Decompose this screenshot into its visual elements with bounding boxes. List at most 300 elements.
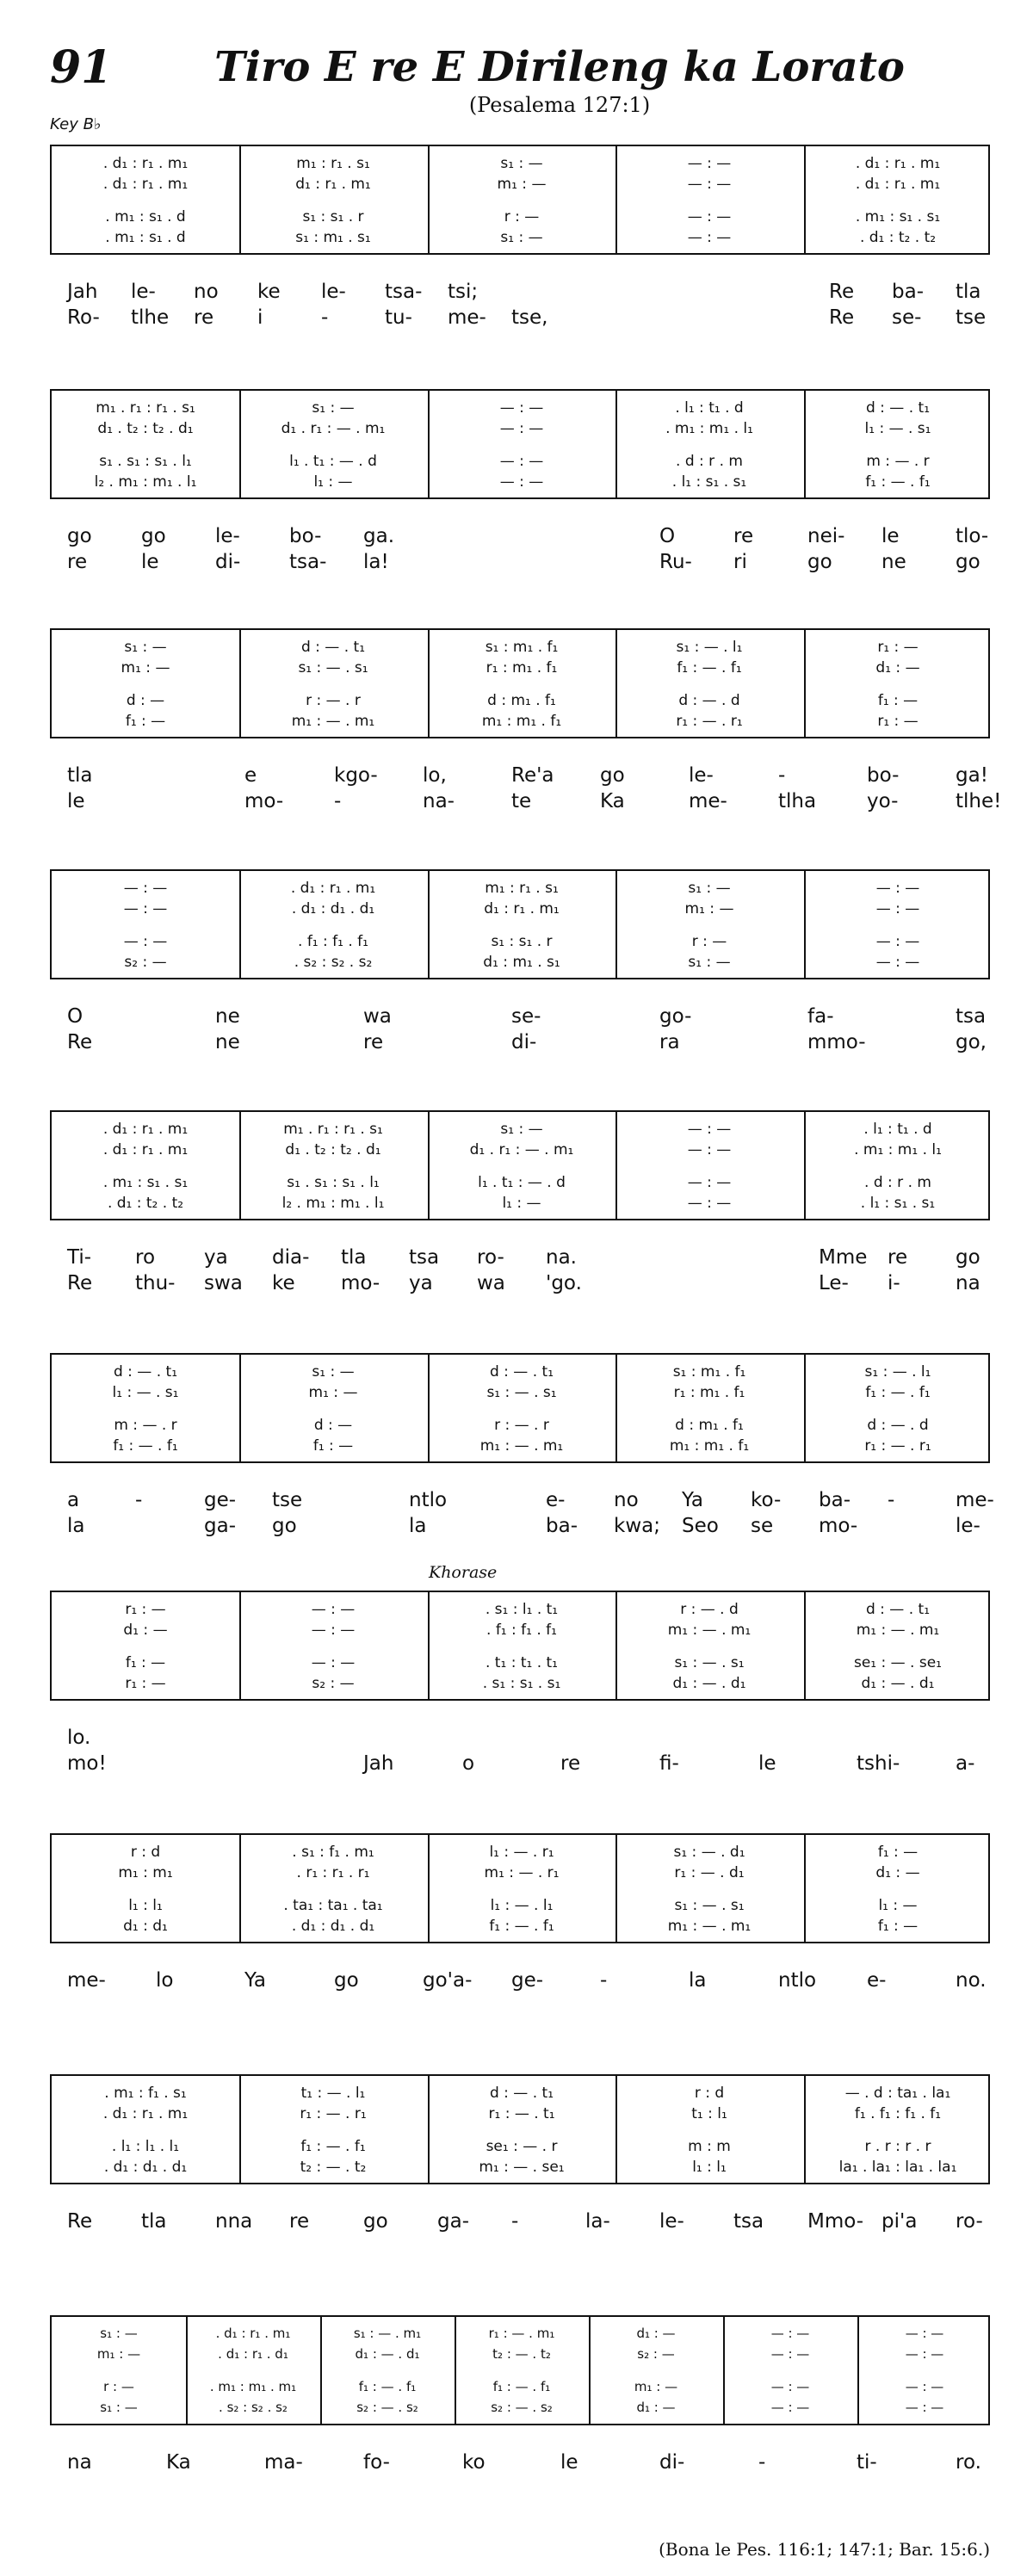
lyric-line bbox=[50, 790, 1002, 816]
lyric-syllable: go bbox=[67, 525, 92, 547]
lyric-syllable: O bbox=[67, 1005, 84, 1028]
solfa-cell: l₁ : — . r₁ bbox=[489, 1844, 554, 1861]
solfa-cell: — : — bbox=[687, 155, 732, 172]
solfa-cell: r₁ : — bbox=[877, 639, 919, 656]
lyric-syllable: ro. bbox=[956, 2451, 981, 2474]
barline bbox=[428, 1592, 430, 1699]
lyric-syllable: Seo bbox=[682, 1515, 719, 1537]
solfa-cell: d₁ : r₁ . m₁ bbox=[295, 176, 371, 193]
solfa-cell: s₁ : — . s₁ bbox=[674, 1897, 745, 1914]
solfa-cell: d : — . t₁ bbox=[489, 1363, 554, 1381]
solfa-cell: s₁ : — . s₁ bbox=[486, 1384, 557, 1401]
lyric-line bbox=[50, 1489, 994, 1515]
solfa-cell: r₁ : — . r₁ bbox=[676, 713, 743, 730]
solfa-cell: s₂ : — . s₂ bbox=[491, 2400, 553, 2415]
solfa-cell: s₁ : — . l₁ bbox=[864, 1363, 931, 1381]
solfa-cell: l₁ : — bbox=[878, 1897, 918, 1914]
barline bbox=[804, 391, 806, 497]
lyric-syllable: ntlo bbox=[778, 1969, 817, 1992]
lyric-syllable: tla bbox=[341, 1246, 367, 1269]
barline bbox=[239, 1112, 241, 1219]
solfa-cell: m₁ : — . m₁ bbox=[479, 1437, 564, 1455]
solfa-cell: d : — . d bbox=[867, 1417, 929, 1434]
lyric-syllable: na- bbox=[423, 790, 455, 812]
lyric-syllable: le bbox=[67, 790, 85, 812]
barline bbox=[615, 146, 617, 253]
solfa-cell: m : m bbox=[688, 2138, 731, 2155]
lyric-syllable: tlha bbox=[778, 790, 817, 812]
solfa-cell: f₁ : — bbox=[877, 1844, 919, 1861]
solfa-cell: r . r : r . r bbox=[864, 2138, 931, 2155]
solfa-cell: — : — bbox=[311, 1654, 356, 1671]
barline bbox=[804, 2076, 806, 2183]
barline bbox=[186, 2317, 188, 2424]
lyric-syllable: Ru- bbox=[659, 551, 692, 573]
solfa-cell: s₁ : s₁ . r bbox=[491, 933, 553, 950]
lyric-line bbox=[50, 551, 990, 577]
lyric-syllable: la! bbox=[363, 551, 389, 573]
lyric-syllable: ya bbox=[204, 1246, 228, 1269]
solfa-cell: . l₁ : t₁ . d bbox=[675, 399, 744, 417]
lyric-syllable: mo! bbox=[67, 1752, 107, 1775]
lyric-syllable: ga! bbox=[956, 764, 988, 787]
lyric-syllable: mo- bbox=[819, 1515, 858, 1537]
solfa-cell: d₁ : — bbox=[123, 1622, 168, 1639]
solfa-cell: — : — bbox=[905, 2379, 944, 2394]
solfa-cell: m₁ : — . r₁ bbox=[484, 1864, 560, 1881]
lyric-line bbox=[50, 1005, 990, 1031]
barline bbox=[615, 630, 617, 737]
solfa-cell: s₁ : m₁ . f₁ bbox=[672, 1363, 746, 1381]
barline bbox=[239, 2076, 241, 2183]
solfa-cell: l₁ : — . s₁ bbox=[112, 1384, 179, 1401]
solfa-cell: — : — bbox=[875, 880, 920, 897]
solfa-cell: m₁ : — bbox=[684, 900, 734, 917]
solfa-cell: d₁ . r₁ : — . m₁ bbox=[281, 420, 386, 437]
solfa-cell: r₁ : — bbox=[877, 713, 919, 730]
solfa-cell: s₁ : — bbox=[100, 2326, 138, 2341]
lyric-syllable: Le- bbox=[819, 1272, 849, 1294]
barline bbox=[239, 146, 241, 253]
solfa-cell: s₁ : m₁ . f₁ bbox=[485, 639, 559, 656]
solfa-cell: f₁ : — . f₁ bbox=[865, 473, 931, 491]
solfa-cell: . d₁ : t₂ . t₂ bbox=[859, 229, 937, 246]
solfa-cell: . d₁ : r₁ . m₁ bbox=[102, 155, 189, 172]
lyric-syllable: go bbox=[272, 1515, 297, 1537]
solfa-cell: . l₁ : l₁ . l₁ bbox=[111, 2138, 180, 2155]
solfa-cell: s₁ . s₁ : s₁ . l₁ bbox=[99, 453, 192, 470]
solfa-cell: . m₁ : s₁ . s₁ bbox=[855, 208, 941, 225]
solfa-cell: d : — bbox=[126, 692, 165, 709]
lyric-syllable: go bbox=[363, 2210, 388, 2233]
lyric-syllable: le bbox=[141, 551, 159, 573]
barline bbox=[239, 871, 241, 978]
lyric-syllable: tla bbox=[67, 764, 93, 787]
solfa-cell: — : — bbox=[687, 176, 732, 193]
solfa-cell: r₁ : — bbox=[125, 1601, 166, 1618]
lyric-syllable: ga. bbox=[363, 525, 395, 547]
barline bbox=[239, 1592, 241, 1699]
lyric-syllable: le- bbox=[321, 281, 346, 303]
lyric-syllable: tlo- bbox=[956, 525, 989, 547]
solfa-cell: — : — bbox=[123, 900, 168, 917]
solfa-cell: f₁ : — . f₁ bbox=[489, 1918, 554, 1935]
solfa-cell: . s₁ : l₁ . t₁ bbox=[485, 1601, 559, 1618]
solfa-cell: . d₁ : r₁ . m₁ bbox=[102, 176, 189, 193]
solfa-cell: t₂ : — . t₂ bbox=[300, 2159, 367, 2176]
solfa-cell: . d₁ : r₁ . m₁ bbox=[290, 880, 376, 897]
solfa-cell: — : — bbox=[311, 1601, 356, 1618]
solfa-cell: — : — bbox=[687, 1141, 732, 1158]
solfa-cell: s₁ : — . s₁ bbox=[674, 1654, 745, 1671]
solfa-cell: r₁ : — . d₁ bbox=[674, 1864, 745, 1881]
lyric-line bbox=[50, 2451, 990, 2477]
solfa-cell: l₁ . t₁ : — . d bbox=[478, 1174, 566, 1191]
solfa-cell: m₁ : — bbox=[121, 659, 170, 676]
music-system bbox=[50, 1833, 990, 1943]
lyric-syllable: re bbox=[888, 1246, 908, 1269]
solfa-cell: d₁ : — bbox=[636, 2400, 676, 2415]
lyric-syllable: no bbox=[614, 1489, 639, 1511]
barline bbox=[615, 1592, 617, 1699]
lyric-line bbox=[50, 1515, 990, 1541]
solfa-cell: — : — bbox=[499, 399, 544, 417]
barline bbox=[804, 871, 806, 978]
solfa-cell: f₁ . f₁ : f₁ . f₁ bbox=[854, 2105, 942, 2122]
lyric-syllable: Re bbox=[829, 281, 855, 303]
lyric-syllable: go- bbox=[659, 1005, 692, 1028]
lyric-syllable: no bbox=[194, 281, 219, 303]
lyric-syllable: ri bbox=[733, 551, 747, 573]
lyric-syllable: e bbox=[244, 764, 257, 787]
solfa-cell: . d₁ : d₁ . d₁ bbox=[291, 1918, 375, 1935]
lyric-syllable: lo. bbox=[67, 1727, 91, 1749]
solfa-cell: m₁ : — bbox=[497, 176, 547, 193]
lyric-syllable: tse, bbox=[511, 306, 548, 329]
solfa-cell: . l₁ : s₁ . s₁ bbox=[860, 1195, 936, 1212]
lyric-syllable: - bbox=[511, 2210, 519, 2233]
solfa-cell: l₁ : — bbox=[313, 473, 353, 491]
solfa-cell: m₁ . r₁ : r₁ . s₁ bbox=[283, 1121, 383, 1138]
lyric-syllable: fi- bbox=[659, 1752, 679, 1775]
lyric-syllable: swa bbox=[204, 1272, 243, 1294]
solfa-cell: — . d : ta₁ . la₁ bbox=[844, 2085, 951, 2102]
lyric-line bbox=[50, 1727, 990, 1752]
solfa-cell: . d₁ : r₁ . m₁ bbox=[215, 2326, 291, 2341]
solfa-cell: s₂ : — bbox=[124, 954, 167, 971]
solfa-cell: — : — bbox=[687, 1121, 732, 1138]
lyric-syllable: ke bbox=[272, 1272, 295, 1294]
lyric-syllable: tse bbox=[272, 1489, 303, 1511]
lyric-syllable: i- bbox=[888, 1272, 900, 1294]
solfa-cell: f₁ : — bbox=[125, 713, 166, 730]
lyric-syllable: Re bbox=[67, 1272, 93, 1294]
solfa-cell: . d₁ : r₁ . m₁ bbox=[102, 1121, 189, 1138]
lyric-syllable: ko bbox=[462, 2451, 486, 2474]
lyric-syllable: fo- bbox=[363, 2451, 390, 2474]
solfa-cell: d : — bbox=[313, 1417, 353, 1434]
lyric-syllable: - bbox=[758, 2451, 766, 2474]
barline bbox=[804, 1355, 806, 1461]
lyric-syllable: - bbox=[600, 1969, 608, 1992]
lyric-syllable: le- bbox=[215, 525, 240, 547]
solfa-cell: — : — bbox=[770, 2326, 810, 2341]
lyric-syllable: ro- bbox=[477, 1246, 504, 1269]
lyric-syllable: Re bbox=[67, 1031, 93, 1053]
lyric-syllable: le bbox=[560, 2451, 578, 2474]
solfa-cell: m₁ : — . m₁ bbox=[856, 1622, 940, 1639]
lyric-syllable: ba- bbox=[892, 281, 924, 303]
lyric-syllable: lo bbox=[156, 1969, 174, 1992]
lyric-syllable: tsa bbox=[956, 1005, 987, 1028]
lyric-syllable: Ro- bbox=[67, 306, 100, 329]
solfa-cell: s₁ : — bbox=[688, 880, 731, 897]
lyric-syllable: me- bbox=[67, 1969, 106, 1992]
barline bbox=[428, 871, 430, 978]
lyric-syllable: Ti- bbox=[67, 1246, 92, 1269]
solfa-cell: . d₁ : d₁ . d₁ bbox=[291, 900, 375, 917]
solfa-cell: . m₁ : m₁ . m₁ bbox=[209, 2379, 297, 2394]
solfa-cell: t₁ : l₁ bbox=[691, 2105, 727, 2122]
lyric-syllable: kgo- bbox=[334, 764, 378, 787]
lyric-syllable: - bbox=[778, 764, 786, 787]
barline bbox=[428, 2076, 430, 2183]
solfa-cell: s₁ : — . s₁ bbox=[298, 659, 368, 676]
lyric-line bbox=[50, 1272, 990, 1298]
solfa-cell: . m₁ : s₁ . d bbox=[105, 229, 186, 246]
solfa-cell: d₁ : — . d₁ bbox=[861, 1675, 935, 1692]
lyric-syllable: tsa- bbox=[289, 551, 327, 573]
lyric-syllable: re bbox=[289, 2210, 310, 2233]
lyric-syllable: fa- bbox=[807, 1005, 834, 1028]
barline bbox=[615, 2076, 617, 2183]
solfa-cell: s₁ : — . l₁ bbox=[676, 639, 743, 656]
solfa-cell: m₁ : — . m₁ bbox=[667, 1622, 752, 1639]
solfa-cell: s₁ : — bbox=[100, 2400, 138, 2415]
solfa-cell: . f₁ : f₁ . f₁ bbox=[486, 1622, 557, 1639]
solfa-cell: m₁ : — . se₁ bbox=[479, 2159, 565, 2176]
lyric-line bbox=[50, 1969, 990, 1995]
music-system bbox=[50, 628, 990, 738]
lyric-syllable: nei- bbox=[807, 525, 845, 547]
solfa-cell: s₁ : — bbox=[500, 229, 543, 246]
lyric-syllable: ge- bbox=[204, 1489, 237, 1511]
lyric-line bbox=[50, 281, 990, 306]
solfa-cell: d : — . t₁ bbox=[865, 1601, 931, 1618]
lyric-syllable: na. bbox=[546, 1246, 577, 1269]
music-system bbox=[50, 1110, 990, 1220]
lyric-syllable: mo- bbox=[341, 1272, 380, 1294]
lyric-line bbox=[50, 764, 990, 790]
lyric-syllable: nna bbox=[215, 2210, 253, 2233]
lyric-syllable: yo- bbox=[867, 790, 899, 812]
solfa-cell: m₁ : m₁ . f₁ bbox=[669, 1437, 750, 1455]
scripture-references: (Bona le Pes. 116:1; 147:1; Bar. 15:6.) bbox=[659, 2539, 990, 2560]
solfa-cell: — : — bbox=[687, 1195, 732, 1212]
lyric-syllable: ne bbox=[215, 1005, 240, 1028]
solfa-cell: m₁ : — . m₁ bbox=[667, 1918, 752, 1935]
solfa-cell: m₁ : m₁ . f₁ bbox=[481, 713, 562, 730]
lyric-syllable: me- bbox=[689, 790, 727, 812]
lyric-syllable: di- bbox=[659, 2451, 685, 2474]
lyric-syllable: Jah bbox=[67, 281, 98, 303]
lyric-syllable: no. bbox=[956, 1969, 987, 1992]
barline bbox=[428, 146, 430, 253]
lyric-syllable: Ka bbox=[600, 790, 625, 812]
barline bbox=[804, 1835, 806, 1942]
solfa-cell: d₁ . r₁ : — . m₁ bbox=[469, 1141, 574, 1158]
lyric-line bbox=[50, 1752, 990, 1778]
solfa-cell: m₁ . r₁ : r₁ . s₁ bbox=[96, 399, 195, 417]
barline bbox=[723, 2317, 725, 2424]
solfa-cell: — : — bbox=[875, 954, 920, 971]
solfa-cell: d₁ : r₁ . m₁ bbox=[484, 900, 560, 917]
barline bbox=[804, 630, 806, 737]
barline bbox=[615, 1112, 617, 1219]
chorus-label: Khorase bbox=[429, 1563, 498, 1582]
lyric-syllable: re bbox=[560, 1752, 581, 1775]
solfa-cell: — : — bbox=[770, 2379, 810, 2394]
solfa-cell: . s₂ : s₂ . s₂ bbox=[219, 2400, 288, 2415]
lyric-syllable: tse bbox=[956, 306, 987, 329]
solfa-cell: — : — bbox=[875, 933, 920, 950]
solfa-cell: d : m₁ . f₁ bbox=[487, 692, 556, 709]
solfa-cell: r₁ : — . r₁ bbox=[864, 1437, 931, 1455]
lyric-syllable: se- bbox=[511, 1005, 541, 1028]
solfa-cell: m₁ : — bbox=[96, 2346, 141, 2362]
music-system bbox=[50, 2315, 990, 2425]
music-system bbox=[50, 145, 990, 255]
music-system bbox=[50, 869, 990, 979]
solfa-cell: — : — bbox=[905, 2400, 944, 2415]
barline bbox=[455, 2317, 456, 2424]
solfa-cell: r : — . d bbox=[680, 1601, 739, 1618]
solfa-cell: r : d bbox=[694, 2085, 725, 2102]
solfa-cell: f₁ : — . f₁ bbox=[300, 2138, 366, 2155]
solfa-cell: l₂ . m₁ : m₁ . l₁ bbox=[94, 473, 197, 491]
lyric-syllable: re bbox=[733, 525, 754, 547]
solfa-cell: . s₂ : s₂ . s₂ bbox=[294, 954, 373, 971]
barline bbox=[804, 146, 806, 253]
solfa-cell: s₁ : s₁ . r bbox=[302, 208, 364, 225]
solfa-cell: l₁ : — . s₁ bbox=[864, 420, 931, 437]
lyric-syllable: Re bbox=[67, 2210, 93, 2233]
lyric-syllable: bo- bbox=[867, 764, 900, 787]
lyric-syllable: ra bbox=[659, 1031, 680, 1053]
lyric-syllable: tsi; bbox=[448, 281, 479, 303]
solfa-cell: r₁ : — . r₁ bbox=[300, 2105, 367, 2122]
lyric-syllable: me- bbox=[448, 306, 486, 329]
solfa-cell: . l₁ : s₁ . s₁ bbox=[671, 473, 747, 491]
lyric-syllable: le- bbox=[659, 2210, 684, 2233]
solfa-cell: s₁ : — . m₁ bbox=[353, 2326, 422, 2341]
lyric-syllable: mo- bbox=[244, 790, 284, 812]
solfa-cell: r₁ : — . m₁ bbox=[488, 2326, 555, 2341]
lyric-syllable: Mme bbox=[819, 1246, 868, 1269]
lyric-line bbox=[50, 525, 990, 551]
solfa-cell: r : — . r bbox=[306, 692, 361, 709]
barline bbox=[615, 1355, 617, 1461]
hymn-subtitle: (Pesalema 127:1) bbox=[468, 93, 651, 117]
hymn-number: 91 bbox=[50, 41, 113, 94]
music-system bbox=[50, 1591, 990, 1701]
key-signature: Key B♭ bbox=[50, 115, 102, 133]
solfa-cell: r₁ : — bbox=[125, 1675, 166, 1692]
lyric-syllable: le- bbox=[689, 764, 714, 787]
solfa-cell: d : — . t₁ bbox=[865, 399, 931, 417]
solfa-cell: s₂ : — . s₂ bbox=[356, 2400, 418, 2415]
solfa-cell: — : — bbox=[875, 900, 920, 917]
barline bbox=[428, 1355, 430, 1461]
lyric-syllable: re bbox=[67, 551, 88, 573]
barline bbox=[239, 391, 241, 497]
lyric-syllable: - bbox=[888, 1489, 895, 1511]
lyric-syllable: ma- bbox=[264, 2451, 303, 2474]
solfa-cell: . m₁ : s₁ . s₁ bbox=[102, 1174, 189, 1191]
music-system bbox=[50, 389, 990, 499]
solfa-cell: r₁ : m₁ . f₁ bbox=[486, 659, 558, 676]
lyric-syllable: ti- bbox=[857, 2451, 877, 2474]
lyric-syllable: e- bbox=[546, 1489, 566, 1511]
barline bbox=[428, 391, 430, 497]
solfa-cell: — : — bbox=[687, 208, 732, 225]
solfa-cell: f₁ : — . f₁ bbox=[677, 659, 742, 676]
solfa-cell: d : m₁ . f₁ bbox=[675, 1417, 744, 1434]
lyric-syllable: ge- bbox=[511, 1969, 544, 1992]
lyric-syllable: ke bbox=[257, 281, 281, 303]
lyric-syllable: Jah bbox=[363, 1752, 394, 1775]
hymn-title: Tiro E re E Dirileng ka Lorato bbox=[214, 43, 905, 91]
solfa-cell: m : — . r bbox=[114, 1417, 177, 1434]
lyric-line bbox=[50, 1246, 990, 1272]
lyric-syllable: mmo- bbox=[807, 1031, 866, 1053]
lyric-syllable: di- bbox=[215, 551, 241, 573]
lyric-syllable: a- bbox=[956, 1752, 975, 1775]
lyric-syllable: le- bbox=[131, 281, 156, 303]
solfa-cell: r : — bbox=[691, 933, 727, 950]
lyric-syllable: go bbox=[956, 1246, 980, 1269]
barline bbox=[615, 1835, 617, 1942]
barline bbox=[239, 1835, 241, 1942]
barline bbox=[589, 2317, 591, 2424]
lyric-line bbox=[50, 1031, 990, 1057]
solfa-cell: . m₁ : m₁ . l₁ bbox=[665, 420, 753, 437]
lyric-syllable: e- bbox=[867, 1969, 887, 1992]
solfa-cell: . d₁ : r₁ . m₁ bbox=[102, 2105, 189, 2122]
lyric-syllable: Ya bbox=[682, 1489, 703, 1511]
solfa-cell: m₁ : — bbox=[308, 1384, 358, 1401]
solfa-cell: r : — bbox=[103, 2379, 134, 2394]
solfa-cell: se₁ : — . r bbox=[486, 2138, 558, 2155]
solfa-cell: . d₁ : d₁ . d₁ bbox=[103, 2159, 188, 2176]
lyric-syllable: ro bbox=[135, 1246, 156, 1269]
solfa-cell: s₁ : — bbox=[312, 399, 355, 417]
solfa-cell: m₁ : — bbox=[634, 2379, 678, 2394]
solfa-cell: . d : r . m bbox=[864, 1174, 931, 1191]
solfa-cell: t₁ : — . l₁ bbox=[300, 2085, 366, 2102]
barline bbox=[804, 1592, 806, 1699]
lyric-syllable: wa bbox=[477, 1272, 505, 1294]
lyric-syllable: le bbox=[881, 525, 900, 547]
solfa-cell: d₁ : d₁ bbox=[123, 1918, 168, 1935]
solfa-cell: r : — bbox=[504, 208, 540, 225]
solfa-cell: la₁ . la₁ : la₁ . la₁ bbox=[838, 2159, 957, 2176]
solfa-cell: d₁ : m₁ . s₁ bbox=[483, 954, 560, 971]
solfa-cell: — : — bbox=[123, 933, 168, 950]
lyric-syllable: tlhe! bbox=[956, 790, 1002, 812]
solfa-cell: — : — bbox=[499, 420, 544, 437]
lyric-syllable: me- bbox=[956, 1489, 994, 1511]
